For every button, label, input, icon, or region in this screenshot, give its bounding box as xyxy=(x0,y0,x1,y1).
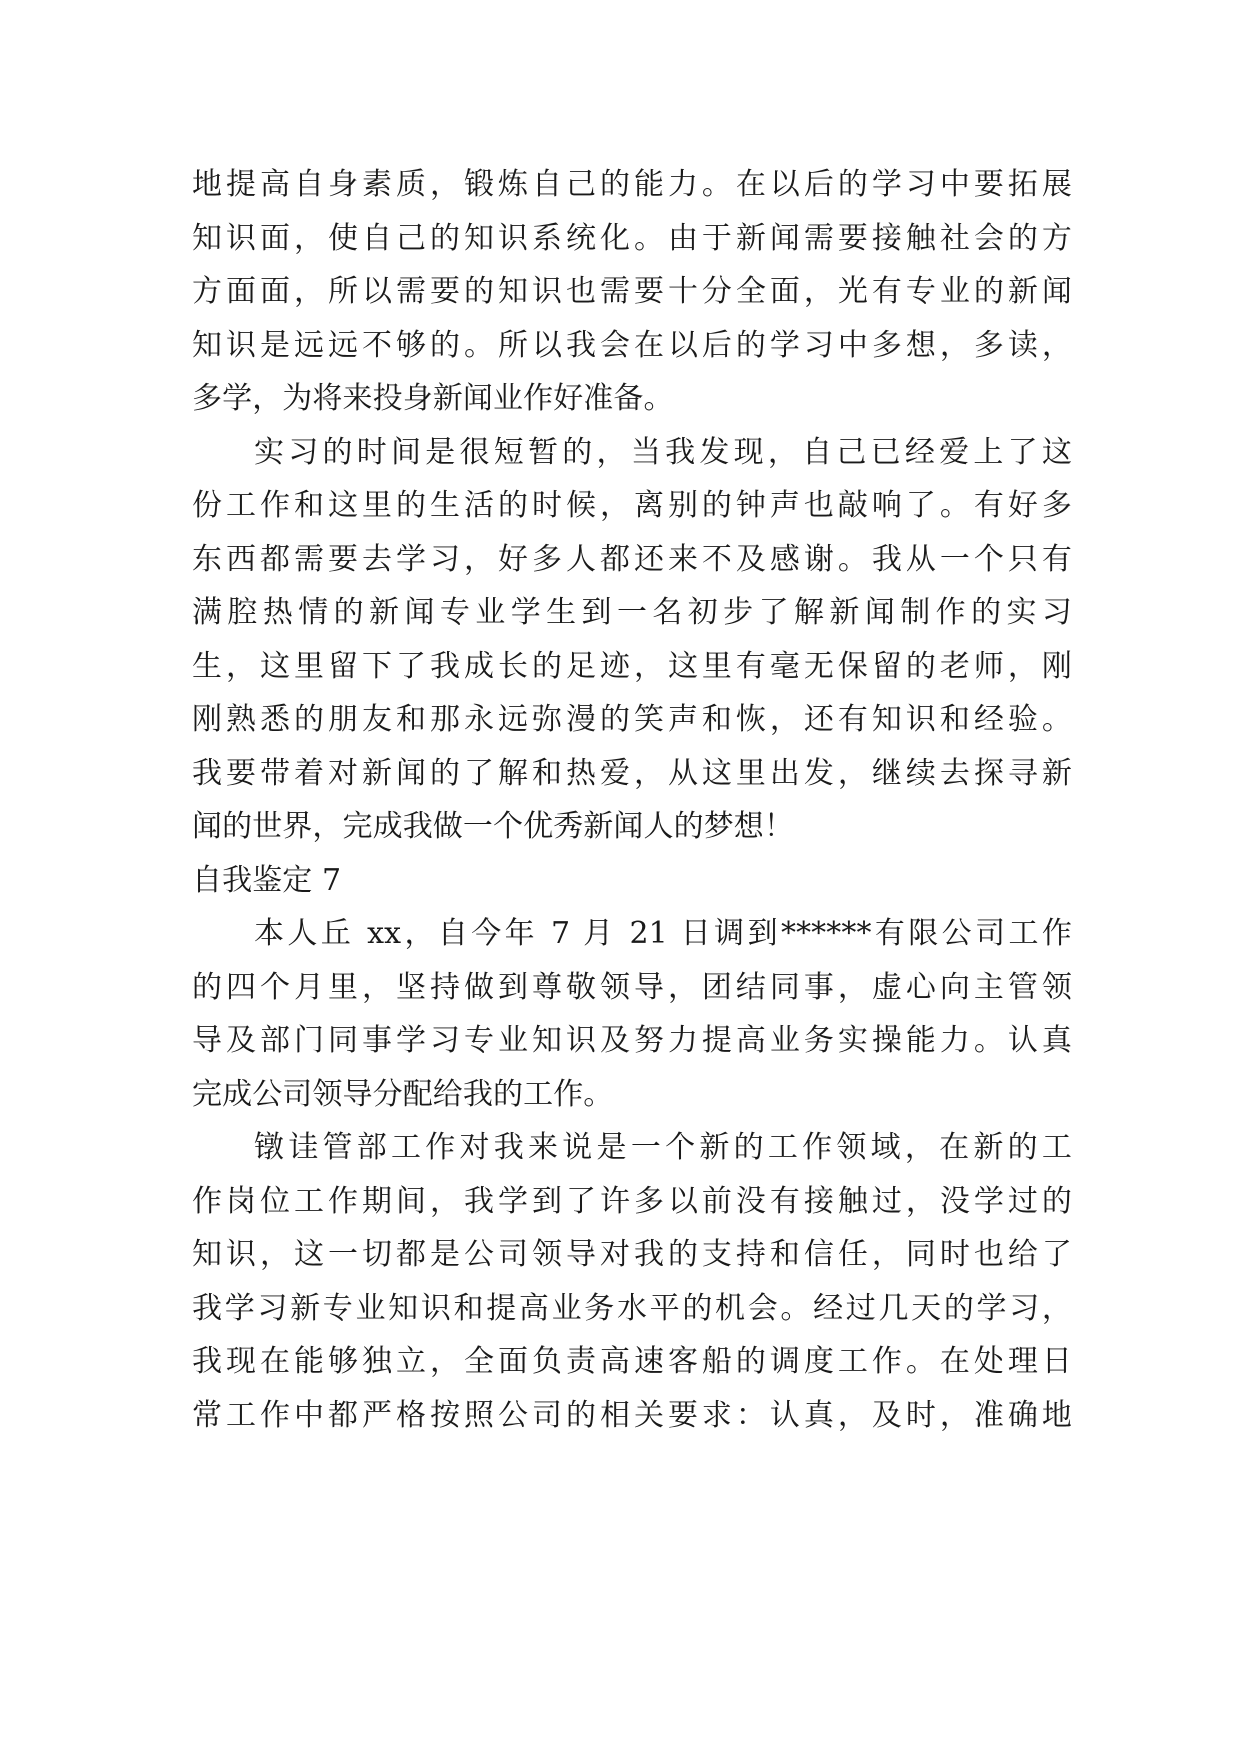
text-line: 作岗位工作期间，我学到了许多以前没有接触过，没学过的 xyxy=(192,1183,1072,1219)
text-line: 多学，为将来投身新闻业作好准备。 xyxy=(192,381,674,416)
text-line: 我学习新专业知识和提高业务水平的机会。经过几天的学习， xyxy=(192,1290,1072,1326)
text-line: 导及部门同事学习专业知识及努力提高业务实操能力。认真 xyxy=(192,1023,1072,1058)
text-line: 东西都需要去学习，好多人都还来不及感谢。我从一个只有 xyxy=(192,541,1072,577)
text-line: 本人丘 xx，自今年 7 月 21 日调到******有限公司工作 xyxy=(254,916,1072,951)
section-heading: 自我鉴定 7 xyxy=(192,862,342,898)
paragraph xyxy=(192,907,1072,1121)
text-line: 镦诖管部工作对我来说是一个新的工作领域，在新的工 xyxy=(254,1130,1072,1165)
text-line: 满腔热情的新闻专业学生到一名初步了解新闻制作的实习 xyxy=(192,595,1072,630)
text-line: 完成公司领导分配给我的工作。 xyxy=(192,1076,614,1112)
text-line: 地提高自身素质，锻炼自己的能力。在以后的学习中要拓展 xyxy=(192,167,1072,202)
paragraph xyxy=(192,426,1072,854)
text-line: 我现在能够独立，全面负责高速客船的调度工作。在处理日 xyxy=(192,1344,1072,1379)
text-line: 刚熟悉的朋友和那永远弥漫的笑声和恢，还有知识和经验。 xyxy=(192,702,1072,737)
paragraph xyxy=(192,1121,1072,1442)
text-line: 方面面，所以需要的知识也需要十分全面，光有专业的新闻 xyxy=(192,274,1072,309)
text-line: 知识是远远不够的。所以我会在以后的学习中多想，多读， xyxy=(192,327,1072,363)
text-line: 实习的时间是很短暂的，当我发现，自己已经爱上了这 xyxy=(254,434,1072,470)
paragraph xyxy=(192,158,1072,426)
text-line: 知识，这一切都是公司领导对我的支持和信任，同时也给了 xyxy=(192,1237,1072,1272)
document-body xyxy=(192,158,1072,1442)
text-line: 常工作中都严格按照公司的相关要求：认真，及时，准确地 xyxy=(192,1397,1072,1433)
text-line: 份工作和这里的生活的时候，离别的钟声也敲响了。有好多 xyxy=(192,488,1072,523)
text-line: 闻的世界，完成我做一个优秀新闻人的梦想！ xyxy=(192,809,794,844)
text-line: 生，这里留下了我成长的足迹，这里有毫无保留的老师，刚 xyxy=(192,648,1072,684)
text-line: 我要带着对新闻的了解和热爱，从这里出发，继续去探寻新 xyxy=(192,755,1072,791)
text-line: 的四个月里，坚持做到尊敬领导，团结同事，虚心向主管领 xyxy=(192,969,1072,1005)
text-line: 知识面，使自己的知识系统化。由于新闻需要接触社会的方 xyxy=(192,220,1072,256)
